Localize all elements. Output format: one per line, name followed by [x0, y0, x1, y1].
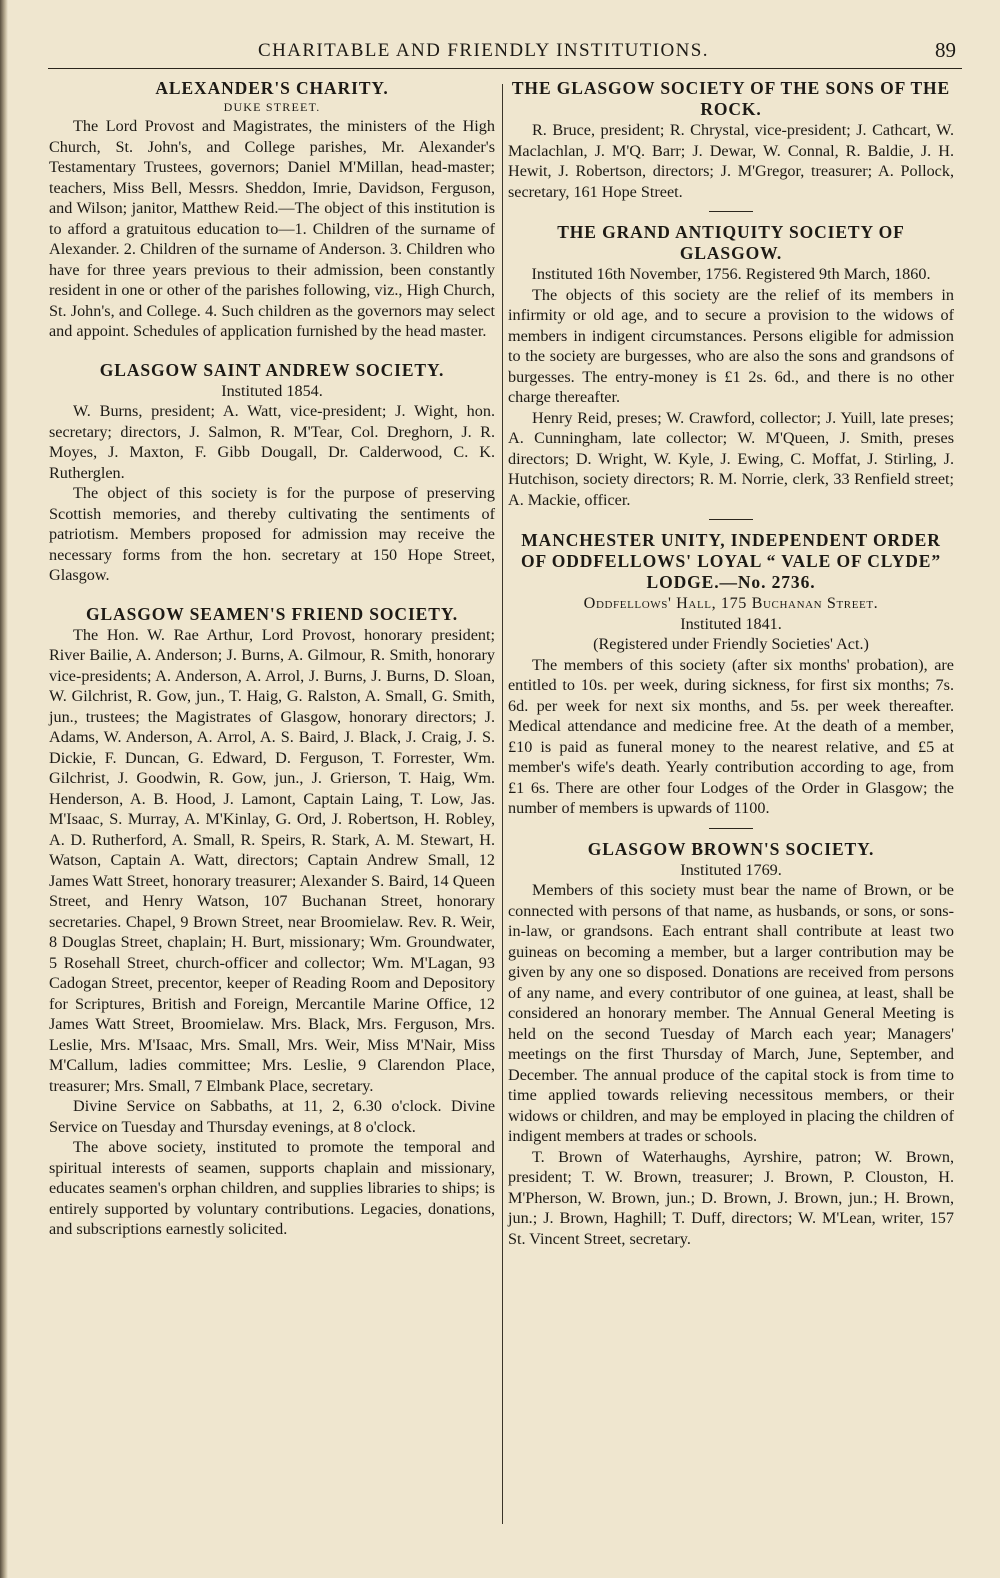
right-column: [508, 78, 954, 1249]
section-separator: [709, 519, 753, 520]
section-separator: [709, 211, 753, 212]
section-body: R. Bruce, president; R. Chrystal, vice-president; J. Cathcart, W. Maclachlan, J. M'Q. Barr; J. Dewar, W. Connal, R. Baldie, J. H. Hewit, J. Robertson, directors; J. M'Gregor, treasurer; A. Pollock, secretary, 161 Hope Street.: [508, 121, 954, 201]
section-heading: GLASGOW BROWN'S SOCIETY.: [587, 838, 875, 859]
section-body: W. Burns, president; A. Watt, vice-president; J. Wight, hon. secretary; directors, J. Salmon, R. M'Tear, Col. Dreghorn, J. R. Moyes, J. Maxton, F. Gibb Dougall, Dr. Calderwood, C. K. Rutherglen.: [49, 402, 495, 482]
section-body: Henry Reid, preses; W. Crawford, collector; J. Yuill, late preses; A. Cunningham, late collector; W. M'Queen, J. Smith, preses directors; D. Wright, W. Kyle, J. Ewing, C. Moffat, J. Stirling, J. Hutchison, society directors; R. M. Norrie, clerk, 33 Renfield street; A. Mackie, officer.: [508, 408, 954, 509]
running-title: CHARITABLE AND FRIENDLY INSTITUTIONS.: [258, 40, 709, 61]
section-heading: GLASGOW SAINT ANDREW SOCIETY.: [99, 359, 445, 380]
section-body: The object of this society is for the purpose of preserving Scottish memories, and thereby cultivating the sentiments of patriotism. Members proposed for admission may receive the necessary forms from the hon. secretary at 150 Hope Street, Glasgow.: [49, 484, 495, 584]
section-body: The objects of this society are the relief of its members in infirmity or old age, and to secure a provision to the widows of members in indigent circumstances. Persons eligible for admission to the society are burgesses, who are also the sons and grandsons of burgesses. The entry-money is £1 2s. 6d., and there is no other charge thereafter.: [508, 285, 954, 406]
saint-andrew-society-section: [49, 360, 495, 586]
browns-society-section: [508, 839, 954, 1250]
section-heading: MANCHESTER UNITY, INDEPENDENT ORDER OF ODDFELLOWS' LOYAL “ VALE OF CLYDE” LODGE.—No. 2736.: [520, 530, 942, 592]
section-gap: [49, 342, 495, 360]
section-subheading: DUKE STREET.: [223, 100, 321, 114]
grand-antiquity-society-section: [508, 222, 954, 510]
left-column: [49, 78, 495, 1240]
section-body: The Lord Provost and Magistrates, the ministers of the High Church, St. John's, and College parishes, Mr. Alexander's Testamentary Trustees, governors; Daniel M'Millan, head-master; teachers, Miss Bell, Messrs. Sheddon, Imrie, Davidson, Ferguson, and Wilson; janitor, Matthew Reid.—The object of this institution is to afford a gratuitous education to—1. Children of the surname of Alexander. 2. Children of the surname of Anderson. 3. Children who have for three years previous to their admission, been constantly resident in one or other of the parishes following, viz., High Church, St. John's, and College. 4. Such children as the governors may select and appoint. Schedules of application furnished by the head master.: [49, 117, 495, 340]
sons-of-the-rock-section: [508, 78, 954, 202]
address-line: Oddfellows' Hall, 175 Buchanan Street.: [583, 594, 879, 612]
alexanders-charity-section: [49, 78, 495, 342]
section-body: The members of this society (after six months' probation), are entitled to 10s. per week, during sickness, for first six months; 7s. 6d. per week for next six months, and 5s. per week thereafter. Medical attendance and medicine free. At the death of a member, £10 is paid as funeral money to the nearest relative, and £5 at member's wife's death. Yearly contribution according to age, from £1 6s. There are other four Lodges of the Order in Glasgow; the number of members is upwards of 1100.: [508, 655, 954, 817]
instituted-line: Instituted 16th November, 1756. Registered 9th March, 1860.: [531, 265, 931, 283]
page-left-edge-shadow: [0, 0, 8, 1578]
section-body: T. Brown of Waterhaughs, Ayrshire, patron; W. Brown, president; T. W. Brown, treasurer; J. Brown, P. Clouston, H. M'Pherson, W. Brown, jun.; D. Brown, J. Brown, jun.; H. Brown, jun.; J. Brown, Haghill; T. Duff, directors; W. M'Lean, writer, 157 St. Vincent Street, secretary.: [508, 1147, 954, 1248]
seamens-friend-society-section: [49, 604, 495, 1240]
section-heading: GLASGOW SEAMEN'S FRIEND SOCIETY.: [85, 603, 459, 624]
instituted-line: Instituted 1854.: [221, 381, 323, 400]
registration-note: (Registered under Friendly Societies' Act.): [593, 635, 869, 653]
section-body: The above society, instituted to promote the temporal and spiritual interests of seamen, supports chaplain and missionary, educates seamen's orphan children, and supplies libraries to ships; is entirely supported by voluntary contributions. Legacies, donations, and subscriptions earnestly solicited.: [49, 1138, 495, 1238]
section-body: Members of this society must bear the name of Brown, or be connected with persons of that name, as husbands, or sons, or sons-in-law, or grandsons. Each entrant shall contribute at least two guineas on becoming a member, but a larger contribution may be given by any one so disposed. Donations are received from persons of any name, and every contributor of one guinea, at least, shall be considered an honorary member. The Annual General Meeting is held on the second Tuesday of March each year; Managers' meetings on the first Thursday of March, June, September, and December. The annual produce of the capital stock is from time to time applied towards relieving necessitous members, or their widows or children, and may be employed in placing the children of indigent members at trades or schools.: [508, 881, 954, 1145]
oddfellows-lodge-section: [508, 530, 954, 819]
section-gap: [49, 586, 495, 604]
section-heading: THE GLASGOW SOCIETY OF THE SONS OF THE ROCK.: [511, 78, 951, 119]
instituted-line: Instituted 1841.: [680, 614, 782, 633]
instituted-line: Instituted 1769.: [680, 860, 782, 879]
section-body: The Hon. W. Rae Arthur, Lord Provost, honorary president; River Bailie, A. Anderson; J. Burns, A. Gilmour, R. Smith, honorary vice-presidents; A. Anderson, A. Arrol, J. Burns, J. Burns, D. Sloan, W. Gilchrist, R. Gow, jun., T. Haig, G. Ralston, A. Small, G. Smith, jun., trustees; the Magistrates of Glasgow, honorary directors; J. Adams, W. Anderson, A. Arrol, A. S. Baird, J. Black, J. Craig, J. S. Dickie, F. Duncan, G. Edward, D. Ferguson, T. Forrester, Wm. Gilchrist, J. Goodwin, R. Gow, jun., J. Grierson, T. Haig, Wm. Henderson, A. B. Hood, J. Lamont, Captain Laing, T. Low, Jas. M'Isaac, S. Murray, A. M'Kinlay, G. Ord, J. Robertson, H. Robley, A. D. Rutherford, A. Small, R. Speirs, R. Stark, A. M. Stewart, H. Watson, Captain A. Watt, directors; Captain Andrew Small, 12 James Watt Street, honorary treasurer; Alexander S. Baird, 14 Queen Street, and Henry Watson, 107 Buchanan Street, honorary secretaries. Chapel, 9 Brown Street, near Broomielaw. Rev. R. Weir, 8 Douglas Street, chaplain; H. Burt, missionary; Wm. Groundwater, 5 Rosehall Street, church-officer and collector; Wm. M'Lagan, 93 Cadogan Street, precentor, keeper of Reading Room and Depository for Scriptures, British and Foreign, Mercantile Marine Office, 12 James Watt Street, Broomielaw. Mrs. Black, Mrs. Ferguson, Mrs. Leslie, Mrs. M'Isaac, Mrs. Small, Mrs. Weir, Miss M'Nair, Miss M'Callum, ladies committee; Mrs. Leslie, 9 Clarendon Place, treasurer; Mrs. Small, 7 Elmbank Place, secretary.: [49, 625, 495, 1095]
section-body: Divine Service on Sabbaths, at 11, 2, 6.30 o'clock. Divine Service on Tuesday and Thursday evenings, at 8 o'clock.: [49, 1097, 495, 1136]
section-heading: THE GRAND ANTIQUITY SOCIETY OF GLASGOW.: [557, 222, 905, 263]
page-number: 89: [935, 38, 956, 62]
section-heading: ALEXANDER'S CHARITY.: [155, 78, 389, 98]
section-separator: [709, 828, 753, 829]
column-divider: [502, 84, 503, 1524]
running-header: [48, 36, 962, 69]
